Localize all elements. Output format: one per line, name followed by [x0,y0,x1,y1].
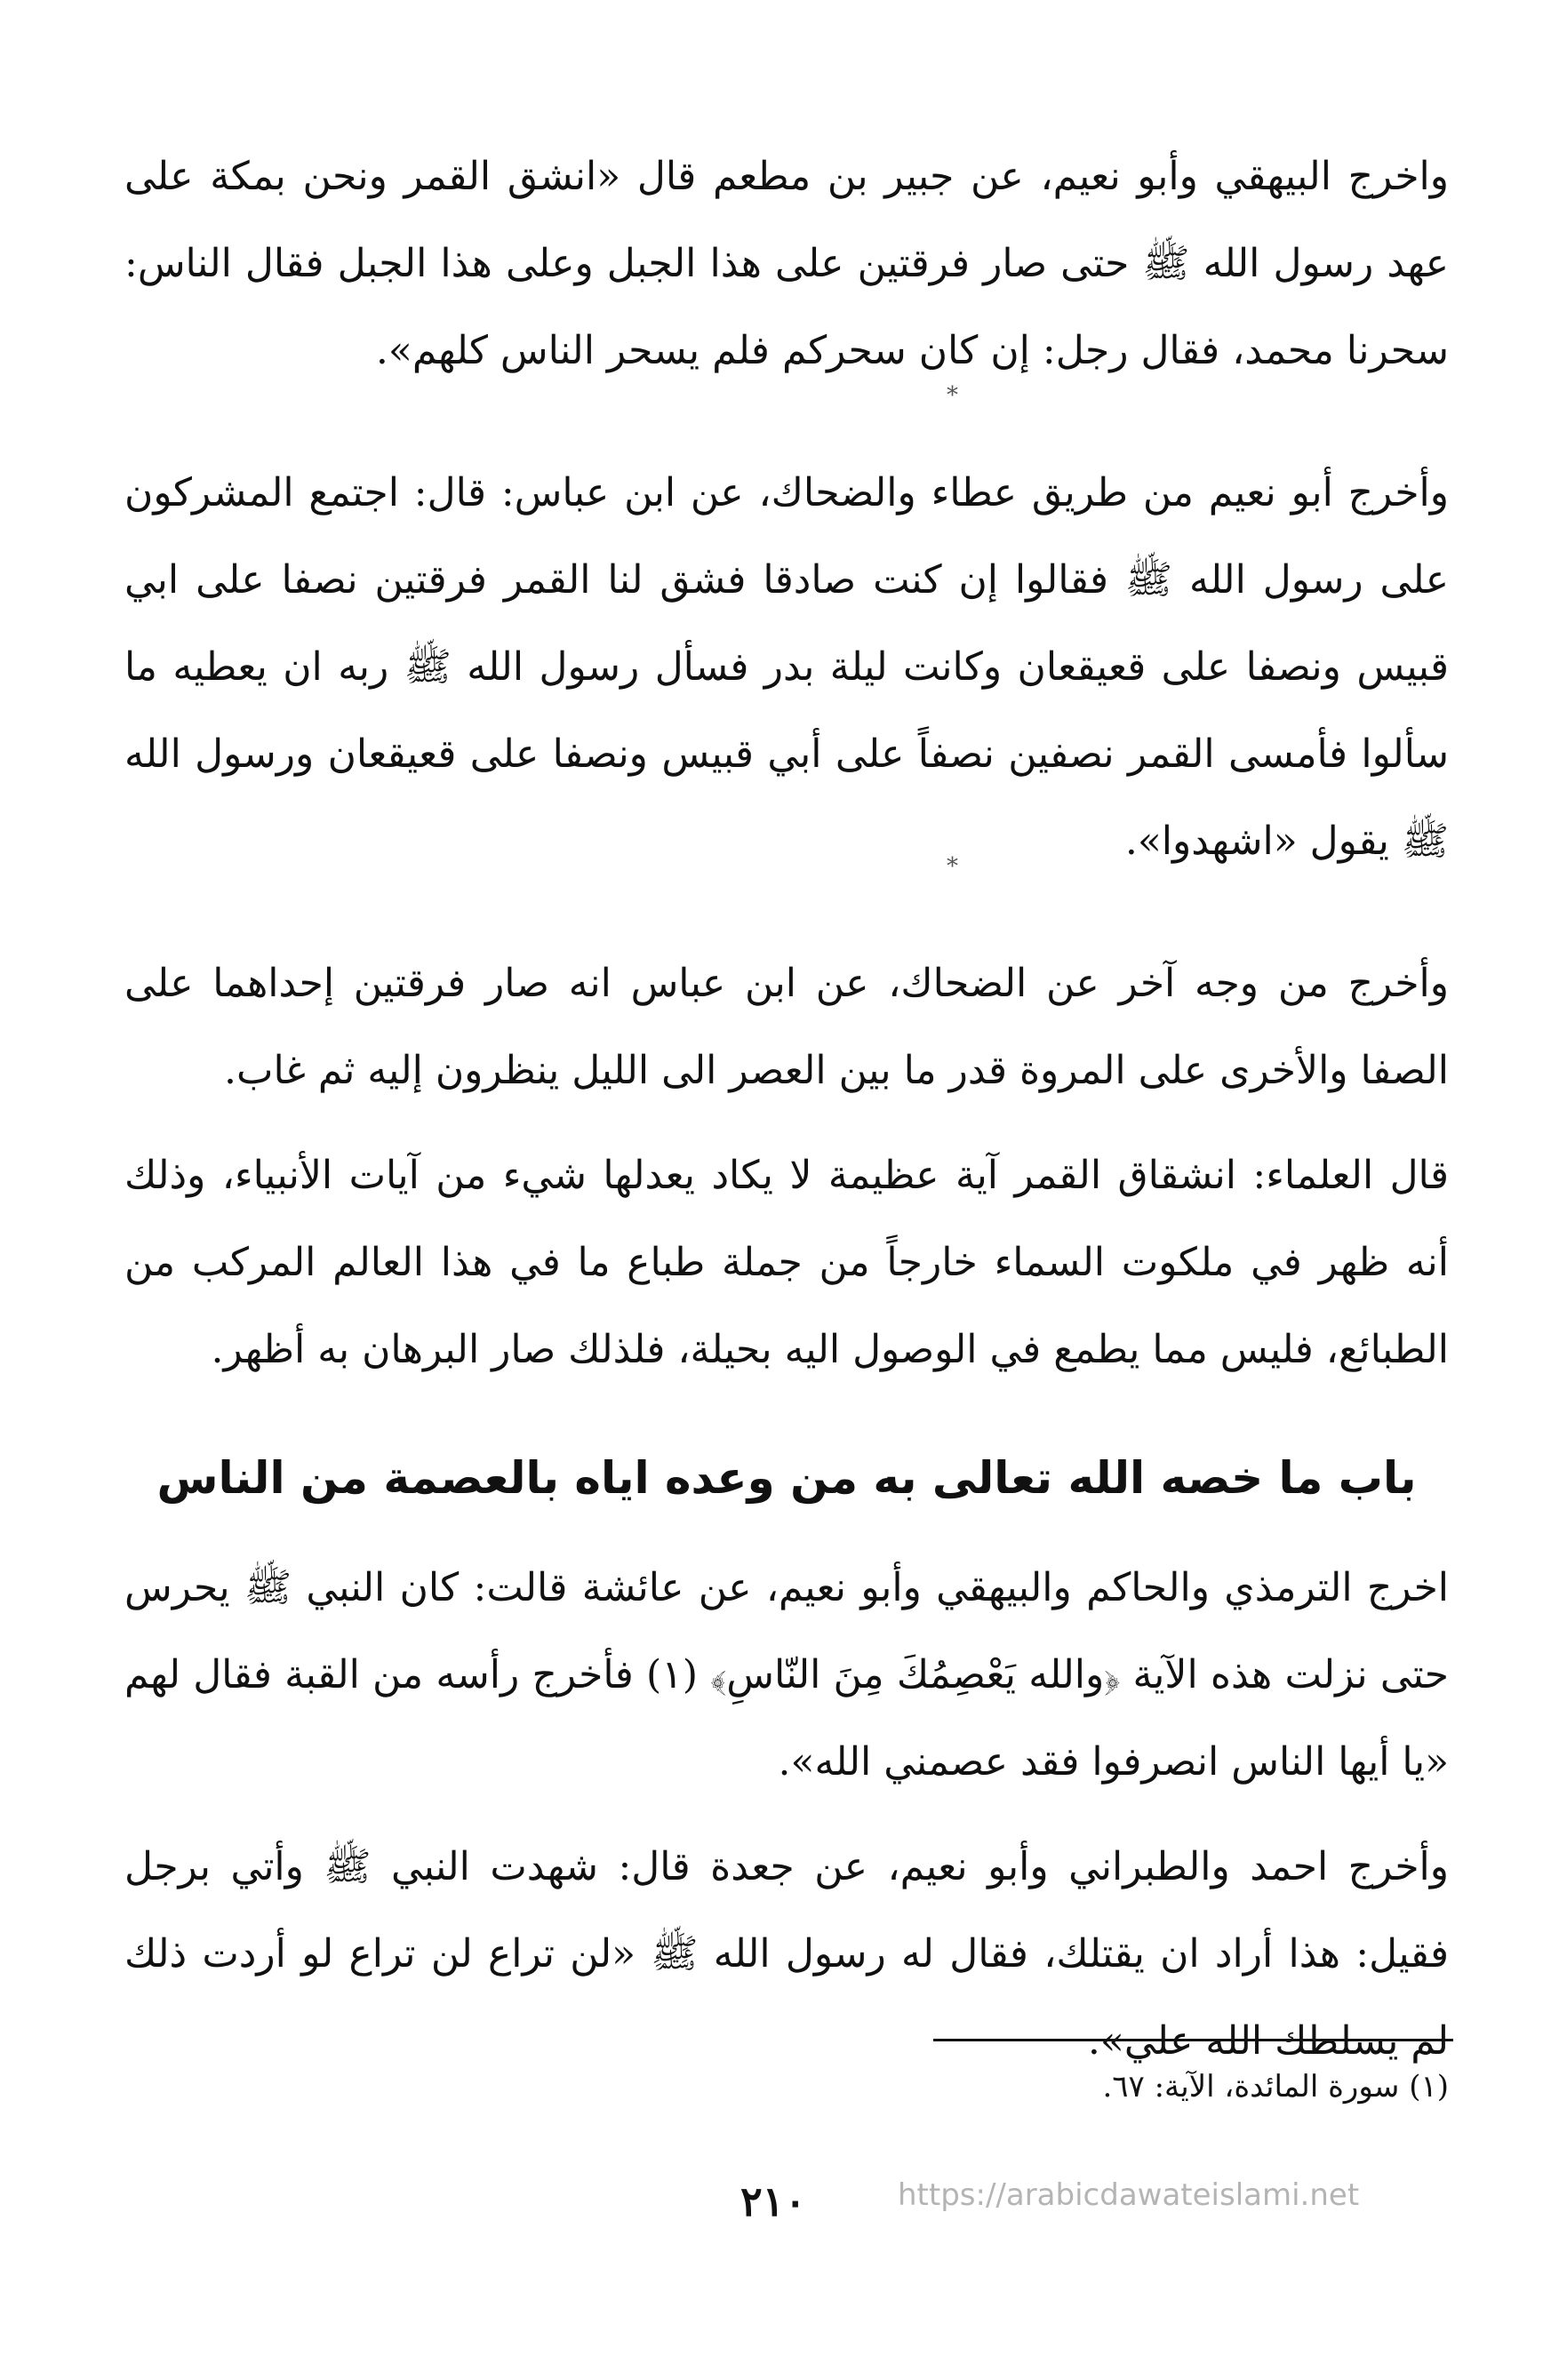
paragraph-5: اخرج الترمذي والحاكم والبيهقي وأبو نعيم، عن عائشة قالت: كان النبي ﷺ يحرس حتى نزلت هذه الآية ﴿والله يَعْصِمُكَ مِنَ النّاسِ﴾ (١) فأخرج رأسه من القبة فقال لهم «يا أيها الناس انصرفوا فقد عصمني الله». [124,1565,1449,1785]
paragraph-3: وأخرج من وجه آخر عن الضحاك، عن ابن عباس انه صار فرقتين إحداهما على الصفا والأخرى على المروة قدر ما بين العصر الى الليل ينظرون إليه ثم غاب. [124,961,1449,1093]
footnote-divider [933,2039,1453,2041]
paragraph-6: وأخرج احمد والطبراني وأبو نعيم، عن جعدة قال: شهدت النبي ﷺ وأتي برجل فقيل: هذا أراد ان يقتلك، فقال له رسول الله ﷺ «لن تراع لن تراع لو أردت ذلك لم يسلطك الله علي». [124,1844,1449,2064]
watermark-url: https://arabicdawateislami.net [898,2177,1360,2213]
separator-mark: * [947,382,958,409]
section-heading: باب ما خصه الله تعالى به من وعده اياه بالعصمة من الناس [156,1452,1417,1504]
page-body [124,133,1449,2085]
paragraph-2: وأخرج أبو نعيم من طريق عطاء والضحاك، عن ابن عباس: قال: اجتمع المشركون على رسول الله ﷺ فقالوا إن كنت صادقا فشق لنا القمر فرقتين نصفا على ابي قبيس ونصفا على قعيقعان وكانت ليلة بدر فسأل رسول الله ﷺ ربه ان يعطيه ما سألوا فأمسى القمر نصفين نصفاً على أبي قبيس ونصفا على قعيقعان ورسول الله ﷺ يقول «اشهدوا». [124,470,1449,864]
paragraph-1: واخرج البيهقي وأبو نعيم، عن جبير بن مطعم قال «انشق القمر ونحن بمكة على عهد رسول الله ﷺ حتى صار فرقتين على هذا الجبل وعلى هذا الجبل فقال الناس: سحرنا محمد، فقال رجل: إن كان سحركم فلم يسحر الناس كلهم». [124,154,1449,373]
page-number: ٢١٠ [740,2177,807,2225]
paragraph-4: قال العلماء: انشقاق القمر آية عظيمة لا يكاد يعدلها شيء من آيات الأنبياء، وذلك أنه ظهر في ملكوت السماء خارجاً من جملة طباع ما في هذا العالم المركب من الطبائع، فليس مما يطمع في الوصول اليه بحيلة، فلذلك صار البرهان به أظهر. [124,1153,1449,1372]
separator-mark: * [947,853,958,880]
footnote: (١) سورة المائدة، الآية: ٦٧. [1102,2069,1449,2104]
